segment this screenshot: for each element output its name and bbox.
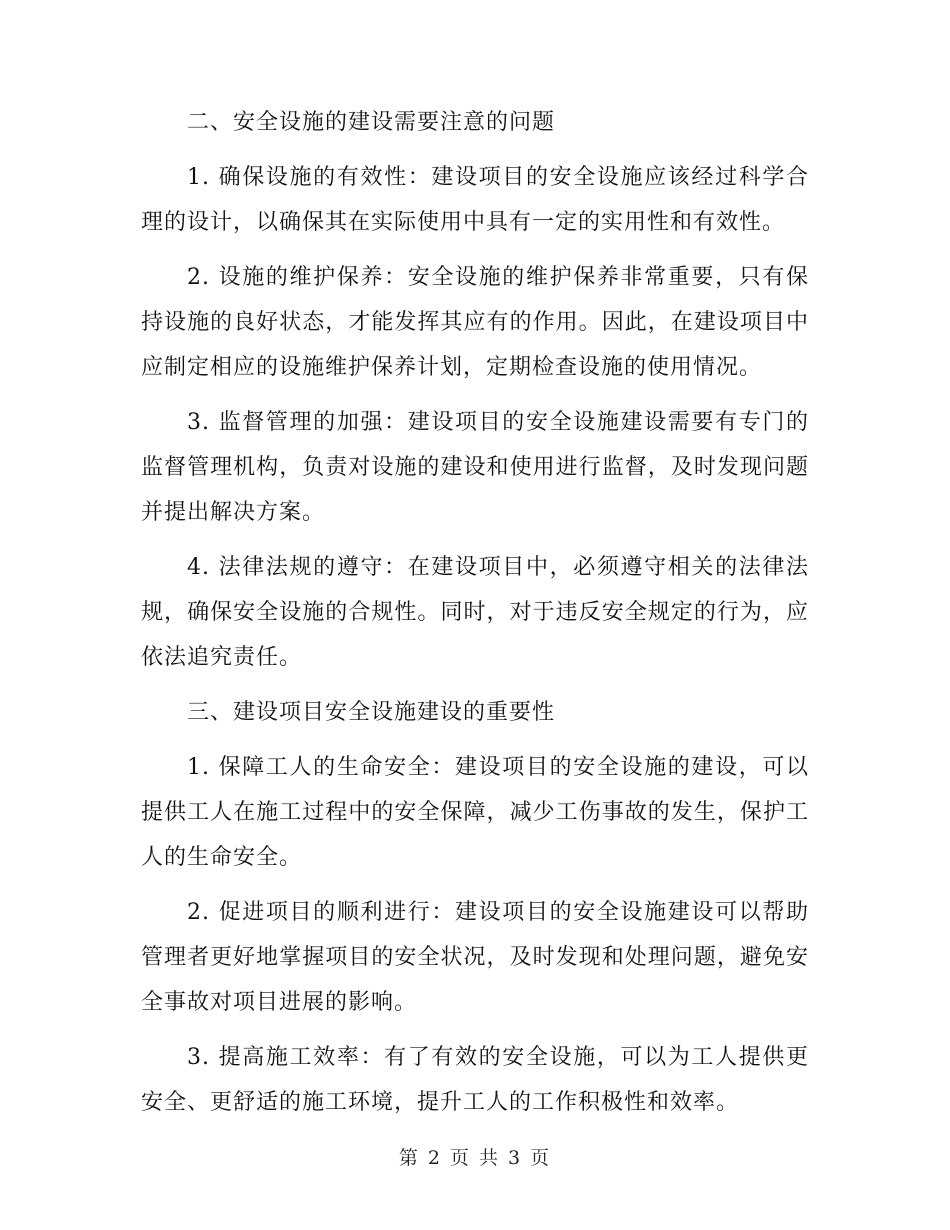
section-heading-2: 二、安全设施的建设需要注意的问题	[187, 110, 556, 135]
document-body	[141, 100, 809, 1135]
section-2-item-3: 3. 监督管理的加强：建设项目的安全设施建设需要有专门的监督管理机构，负责对设施的建设和使用进行监督，及时发现问题并提出解决方案。	[141, 410, 809, 525]
section-3-item-3: 3. 提高施工效率：有了有效的安全设施，可以为工人提供更安全、更舒适的施工环境，提升工人的工作积极性和效率。	[141, 1045, 809, 1115]
section-3-item-1: 1. 保障工人的生命安全：建设项目的安全设施的建设，可以提供工人在施工过程中的安全保障，减少工伤事故的发生，保护工人的生命安全。	[141, 755, 809, 870]
section-3-item-2: 2. 促进项目的顺利进行：建设项目的安全设施建设可以帮助管理者更好地掌握项目的安全状况，及时发现和处理问题，避免安全事故对项目进展的影响。	[141, 900, 809, 1015]
section-2-item-1: 1. 确保设施的有效性：建设项目的安全设施应该经过科学合理的设计，以确保其在实际使用中具有一定的实用性和有效性。	[141, 165, 809, 235]
section-2-item-2: 2. 设施的维护保养：安全设施的维护保养非常重要，只有保持设施的良好状态，才能发挥其应有的作用。因此，在建设项目中应制定相应的设施维护保养计划，定期检查设施的使用情况。	[141, 265, 809, 380]
section-2-item-4: 4. 法律法规的遵守：在建设项目中，必须遵守相关的法律法规，确保安全设施的合规性。同时，对于违反安全规定的行为，应依法追究责任。	[141, 555, 809, 670]
page-number-footer: 第 2 页 共 3 页	[398, 1147, 552, 1169]
section-heading-3: 三、建设项目安全设施建设的重要性	[187, 700, 556, 725]
